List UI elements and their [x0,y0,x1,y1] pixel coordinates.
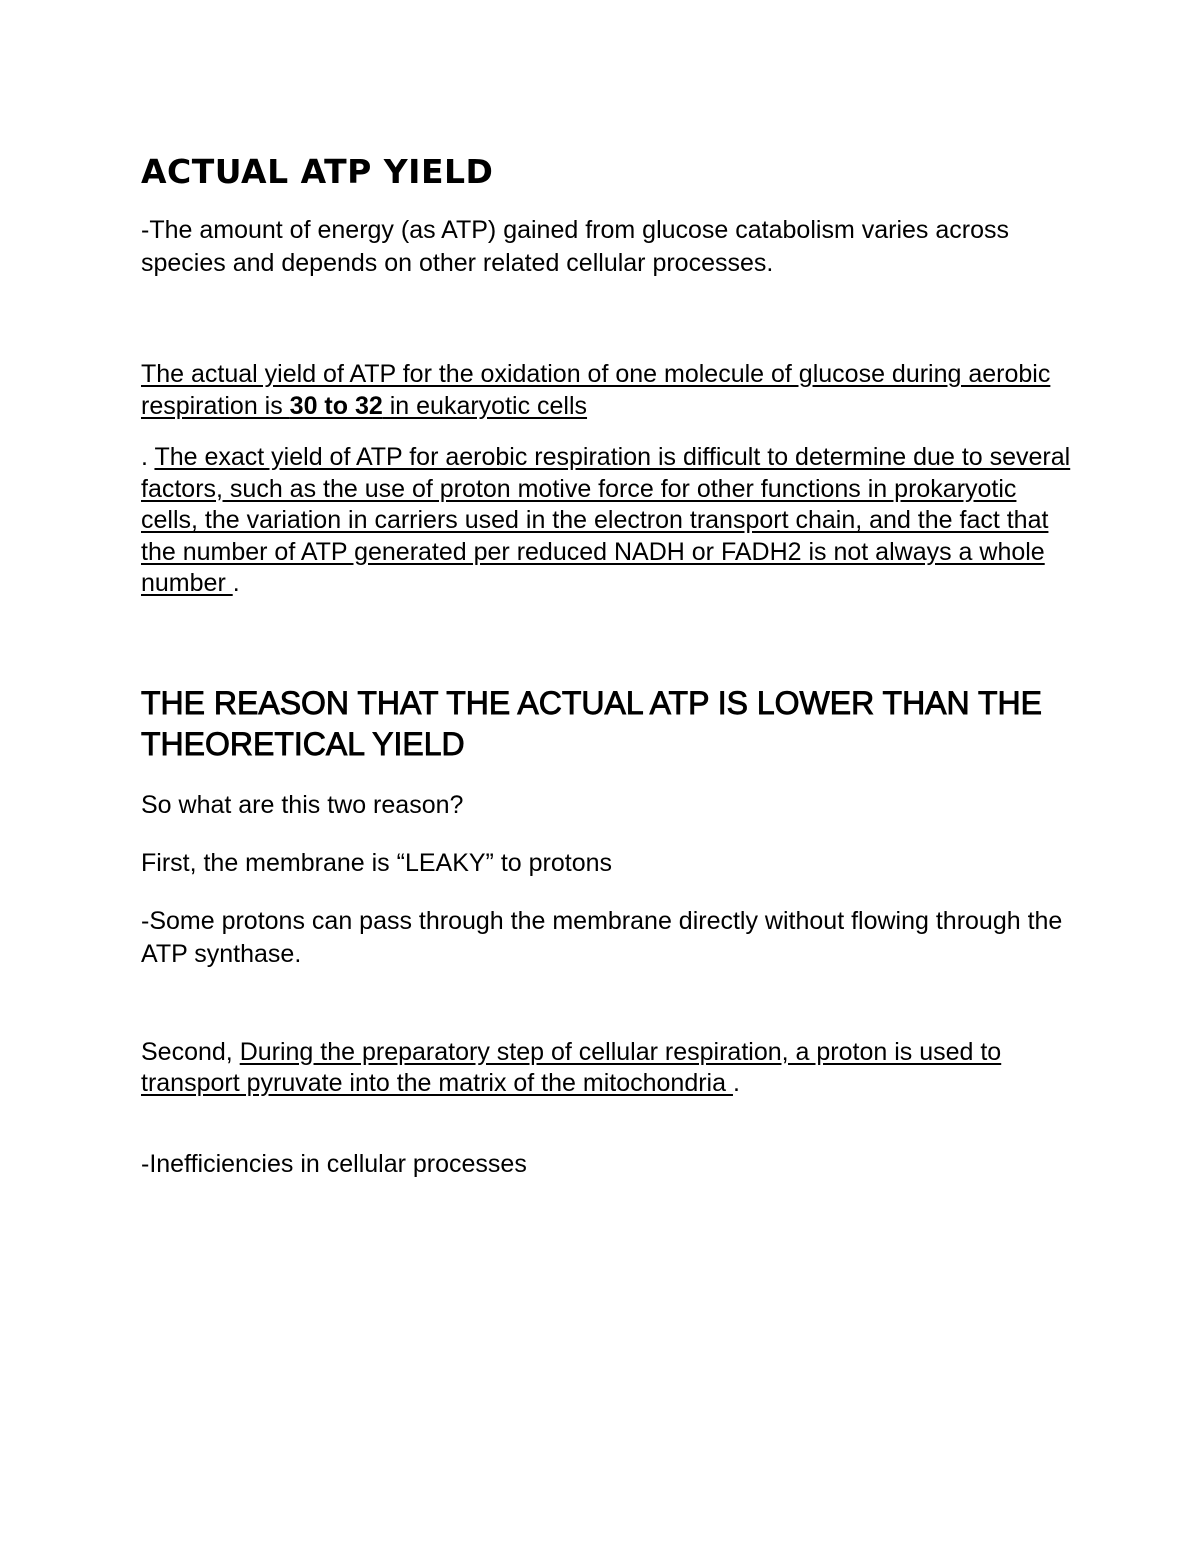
factors-text: The exact yield of ATP for aerobic respiration is difficult to determine due to several factors, such as the use of proton motive force for other functions in prokaryotic cells, the variation in carriers used in the electron transport chain, and the fact that the number of ATP generated per reduced NADH or FADH2 is not always a whole number [141,443,1071,597]
factors-suffix: . [232,569,240,597]
yield-value: 30 to 32 [289,391,383,420]
second-suffix: . [732,1069,740,1097]
first-reason-detail: -Some protons can pass through the membrane directly without flowing through the ATP synthase. [141,906,1063,968]
first-reason: First, the membrane is “LEAKY” to protons [141,848,613,877]
document-content [141,150,1071,1181]
actual-yield-paragraph [141,359,1071,422]
section-heading: THE REASON THAT THE ACTUAL ATP IS LOWER THAN THE THEORETICAL YIELD [141,684,1042,762]
inefficiencies-text: -Inefficiencies in cellular processes [141,1149,527,1178]
second-prefix: Second, [141,1037,240,1066]
question-text: So what are this two reason? [141,790,464,819]
factors-paragraph [141,442,1071,600]
factors-prefix: . [141,443,155,471]
second-reason [141,1037,1071,1100]
yield-text-before: The actual yield of ATP for the oxidation of one molecule of glucose during aerobic respiration is [141,360,1051,420]
second-text: During the preparatory step of cellular respiration, a proton is used to transport pyruvate into the matrix of the mitochondria [141,1037,1002,1097]
intro-paragraph: -The amount of energy (as ATP) gained from glucose catabolism varies across species and depends on other related cellular processes. [141,216,1009,277]
page-title: ACTUAL ATP YIELD [141,152,494,191]
yield-text-after: in eukaryotic cells [382,391,588,420]
